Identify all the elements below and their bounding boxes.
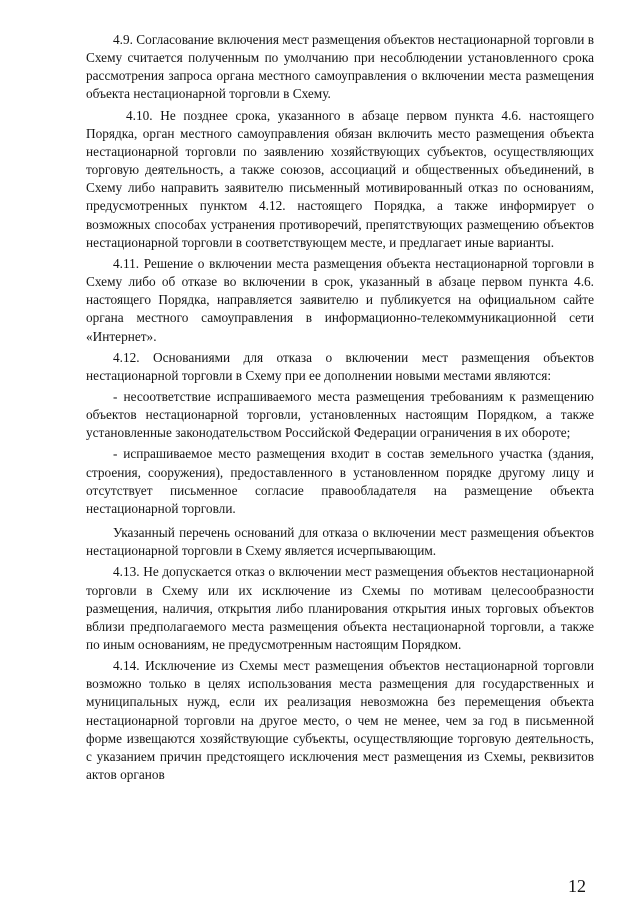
- paragraph-4-9: 4.9. Согласование включения мест размещения объектов нестационарной торговли в Схему считается полученным по умолчанию при несоблюдении установленного срока рассмотрения запроса органа местного самоуправления о включении места размещения объекта нестационарной торговли в Схему.: [86, 32, 594, 102]
- paragraph-4-13: 4.13. Не допускается отказ о включении мест размещения объектов нестационарной торговли в Схему или их исключение из Схемы по мотивам целесообразности размещения, наличия, открытия либо планирования открытия иных торговых объектов вблизи предполагаемого места размещения объекта нестационарной торговли, а также по иным основаниям, не предусмотренным настоящим Порядком.: [86, 564, 594, 652]
- page-number: 12: [568, 876, 586, 896]
- paragraph-4-12: 4.12. Основаниями для отказа о включении мест размещения объектов нестационарной торговли в Схему при ее дополнении новыми местами являются:: [86, 349, 594, 383]
- list-item-mismatch: - несоответствие испрашиваемого места размещения требованиям к размещению объектов нестационарной торговли, установленных настоящим Порядком, а также установленные законодательством Российской Федерации ограничения в их обороте;: [86, 388, 594, 441]
- paragraph-4-14: 4.14. Исключение из Схемы мест размещения объектов нестационарной торговли возможно только в целях использования места размещения для государственных и муниципальных нужд, если их реализация невозможна без перемещения объекта нестационарной торговли на другое место, о чем не менее, чем за год в письменной форме извещаются хозяйствующие субъекты, осуществляющие торговую деятельность, с указанием причин предстоящего исключения мест размещения из Схемы, реквизитов актов органов: [86, 658, 594, 783]
- paragraph-4-11: 4.11. Решение о включении места размещения объекта нестационарной торговли в Схему либо об отказе во включении в срок, указанный в абзаце первом пункта 4.6. настоящего Порядка, направляется заявителю и публикуется на официальном сайте органа местного самоуправления в информационно-телекоммуникационной сети «Интернет».: [86, 255, 594, 344]
- paragraph-exhaustive-list: Указанный перечень оснований для отказа о включении мест размещения объектов нестационарной торговли в Схему является исчерпывающим.: [86, 525, 594, 559]
- list-item-land-plot: - испрашиваемое место размещения входит в состав земельного участка (здания, строения, сооружения), предоставленного в установленном порядке другому лицу и отсутствует письменное согласие правообладателя на размещение объекта нестационарной торговли.: [86, 446, 594, 516]
- paragraph-4-10: 4.10. Не позднее срока, указанного в абзаце первом пункта 4.6. настоящего Порядка, орган местного самоуправления обязан включить место размещения объекта нестационарной торговли по заявлению хозяйствующих субъектов, осуществляющих торговую деятельность, а также союзов, ассоциаций и общественных объединений, в Схему либо направить заявителю письменный мотивированный отказ по основаниям, предусмотренных пунктом 4.12. настоящего Порядка, а также информирует о возможных способах устранения противоречий, препятствующих размещению объектов нестационарной торговли в соответствующем месте, и предлагает иные варианты.: [86, 107, 594, 250]
- document-body: [86, 31, 594, 787]
